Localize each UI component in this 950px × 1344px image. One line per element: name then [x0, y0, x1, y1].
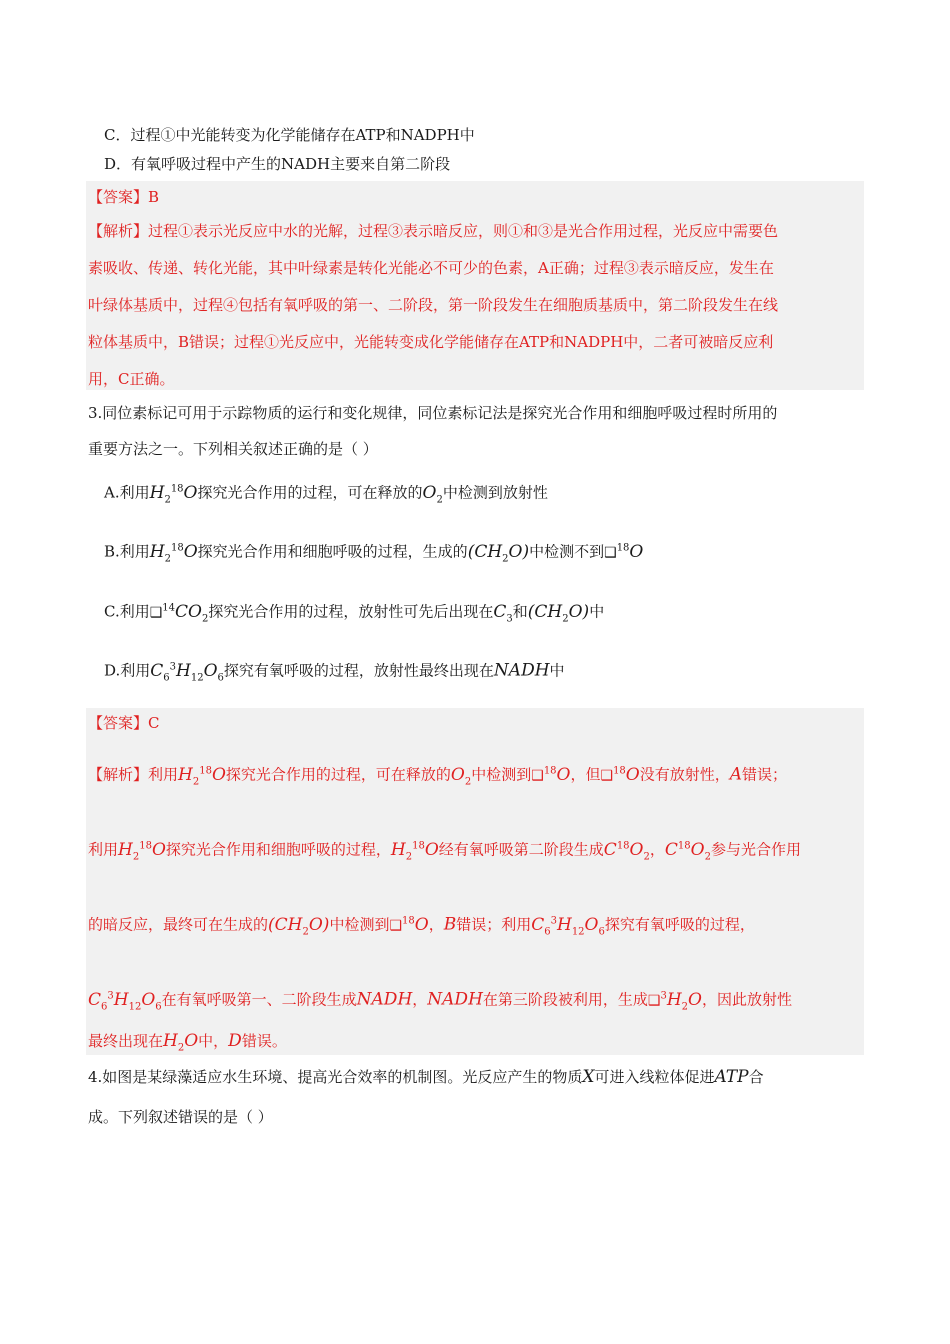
formula-c3: $C_3$: [493, 601, 513, 625]
formula-ch2o: $(CH_2O)$: [268, 914, 330, 938]
question-3-stem-line2: 重要方法之一。下列相关叙述正确的是（ ）: [88, 440, 378, 458]
formula-h2o18: $H_2^{18}O$: [390, 839, 439, 863]
formula-atp: ATP: [714, 1067, 749, 1087]
analysis-q2-line1: [88, 220, 778, 242]
text: 在第三阶段被利用，生成: [482, 990, 648, 1009]
formula-h2o: $H_2O$: [163, 1031, 199, 1054]
formula-co2-14: $❑^{14}CO_2$: [149, 601, 209, 625]
analysis-label: 【解析】: [88, 222, 149, 240]
option-d3: [104, 656, 565, 689]
text: 合: [748, 1068, 764, 1086]
formula-glucose-3: $C_6^3H_{12}O_6$: [150, 660, 224, 684]
formula-h2o18: $H_2^{18}O$: [149, 482, 198, 506]
analysis-q3-line4: [88, 985, 792, 1018]
analysis-label: 【解析】: [88, 765, 149, 784]
text: 中检测到: [329, 915, 390, 934]
formula-o2: $O_2$: [422, 482, 443, 506]
option-c-prefix: C.利用: [104, 602, 150, 621]
option-b-prefix: B.利用: [104, 542, 150, 561]
question-4-stem-line2: 成。下列叙述错误的是（ ）: [88, 1108, 273, 1126]
analysis-q2-line3: 叶绿体基质中，过程④包括有氧呼吸的第一、二阶段，第一阶段发生在细胞质基质中，第二阶段发生在线: [88, 296, 779, 314]
analysis-q2-line2: 素吸收、传递、转化光能，其中叶绿素是转化光能必不可少的色素，A正确；过程③表示暗反应，发生在: [88, 259, 774, 277]
text: ，: [412, 990, 428, 1009]
option-c-and: 和: [512, 602, 528, 621]
formula-glucose-3: $C_6^3H_{12}O_6$: [531, 914, 605, 938]
formula-o18: ❑$^{18}$O: [389, 914, 429, 935]
analysis-q3-line5: [88, 1030, 287, 1059]
option-b: [104, 537, 643, 570]
answer-q2: 【答案】B: [88, 188, 160, 206]
option-c3: [104, 597, 604, 630]
option-b-suffix: 中检测不到: [529, 542, 605, 561]
symbol-x: X: [582, 1067, 595, 1087]
option-d-text: 探究有氧呼吸的过程，放射性最终出现在: [223, 661, 494, 680]
formula-nadh: NADH: [493, 660, 550, 681]
option-a: [104, 478, 548, 511]
text: 错误。: [241, 1032, 287, 1050]
text: 4.如图是某绿藻适应水生环境、提高光合效率的机制图。光反应产生的物质: [88, 1068, 583, 1086]
text: ，: [428, 915, 444, 934]
option-b-text: 探究光合作用和细胞呼吸的过程，生成的: [197, 542, 468, 561]
text: 探究有氧呼吸的过程，: [604, 915, 755, 934]
text: 探究光合作用和细胞呼吸的过程，: [165, 840, 391, 859]
formula-o18: ❑$^{18}$O: [604, 541, 644, 562]
question-3-stem-line1: 3.同位素标记可用于示踪物质的运行和变化规律，同位素标记法是探究光合作用和细胞呼吸过程时所用的: [88, 404, 778, 422]
text: 没有放射性，: [639, 765, 730, 784]
option-letter-d: D: [228, 1031, 242, 1051]
formula-h2o18: $H_2^{18}O$: [118, 839, 166, 863]
answer-box-q2: [86, 181, 864, 390]
analysis-q2-line4: 粒体基质中，B错误；过程①光反应中，光能转变成化学能储存在ATP和NADPH中，二者可被暗反应利: [88, 333, 774, 351]
text: ，因此放射性: [701, 990, 792, 1009]
text: ，: [649, 840, 665, 859]
text: 中，: [198, 1032, 229, 1050]
option-d: D．有氧呼吸过程中产生的NADH主要来自第二阶段: [104, 155, 451, 173]
analysis-q3-line3: [88, 910, 755, 943]
formula-glucose-3: $C_6^3H_{12}O_6$: [88, 989, 162, 1013]
text: 利用: [148, 765, 179, 784]
question-4-stem-line1: [88, 1066, 764, 1088]
text: 错误；: [742, 765, 788, 784]
formula-o18: ❑$^{18}$O: [531, 764, 571, 785]
analysis-q3-line1: [88, 760, 787, 793]
analysis-text: 过程①表示光反应中水的光解，过程③表示暗反应，则①和③是光合作用过程，光反应中需要色: [148, 222, 779, 240]
option-d-prefix: D.利用: [104, 661, 151, 680]
formula-o2: $O_2$: [450, 764, 472, 788]
formula-c18o2: $C^{18}O_2$: [603, 839, 650, 863]
text: 可进入线粒体促进: [594, 1068, 715, 1086]
text: 利用: [88, 840, 119, 859]
formula-o18: ❑$^{18}$O: [600, 764, 640, 785]
text: 在有氧呼吸第一、二阶段生成: [161, 990, 357, 1009]
text: 中检测到: [471, 765, 532, 784]
formula-h2o18: $H_2^{18}O$: [178, 764, 226, 788]
formula-c18o2: $C^{18}O_2$: [664, 839, 711, 863]
text: 参与光合作用: [710, 840, 801, 859]
formula-nadh: NADH: [356, 989, 413, 1010]
formula-nadh: NADH: [427, 989, 483, 1010]
option-c: C．过程①中光能转变为化学能储存在ATP和NADPH中: [104, 126, 475, 144]
answer-q3: 【答案】C: [88, 714, 160, 732]
option-letter-a: A: [729, 764, 743, 785]
option-c-suffix: 中: [589, 602, 605, 621]
option-a-text: 探究光合作用的过程，可在释放的: [197, 483, 423, 502]
formula-h2o-3: $❑^3H_2O$: [647, 989, 702, 1013]
option-a-suffix: 中检测到放射性: [442, 483, 548, 502]
formula-h2o18: $H_2^{18}O$: [149, 541, 198, 565]
option-letter-b: B: [443, 914, 457, 935]
analysis-q2-line5: 用，C正确。: [88, 370, 175, 388]
text: 的暗反应，最终可在生成的: [88, 915, 269, 934]
formula-ch2o: $(CH_2O)$: [467, 541, 530, 565]
option-d-suffix: 中: [549, 661, 565, 680]
analysis-q3-line2: [88, 835, 801, 868]
formula-ch2o: $(CH_2O)$: [527, 601, 590, 625]
text: 最终出现在: [88, 1032, 164, 1050]
text: 错误；利用: [456, 915, 532, 934]
text: 探究光合作用的过程，可在释放的: [225, 765, 451, 784]
option-c-text: 探究光合作用的过程，放射性可先后出现在: [208, 602, 494, 621]
option-a-prefix: A.利用: [104, 483, 150, 502]
text: ，但: [570, 765, 601, 784]
text: 经有氧呼吸第二阶段生成: [438, 840, 604, 859]
